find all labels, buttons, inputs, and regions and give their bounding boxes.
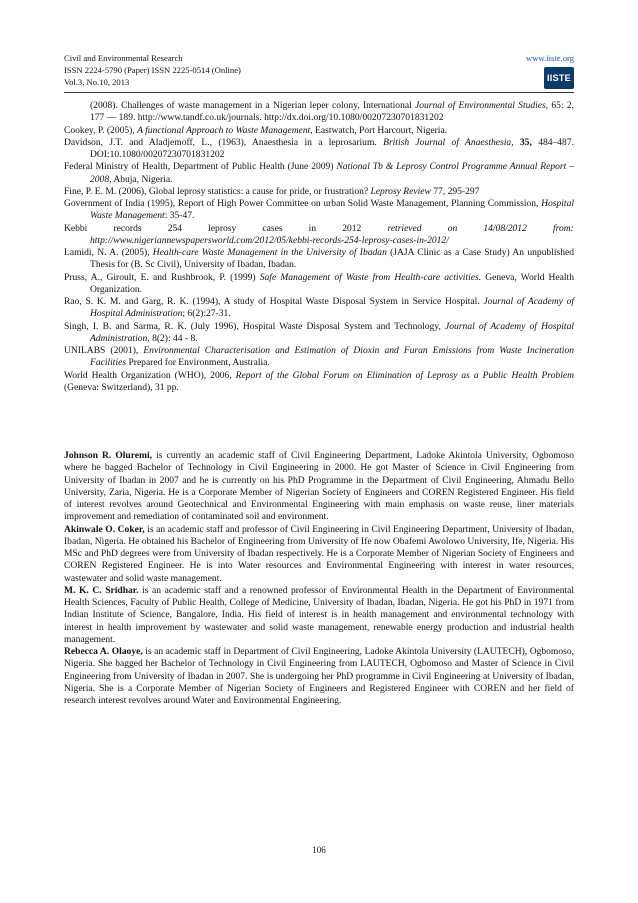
reference-item: UNILABS (2001), Environmental Characterisation and Estimation of Dioxin and Furan Emissions from Waste Incineration Facilities Prepared for Environment, Australia. [64, 345, 574, 369]
journal-name: Civil and Environmental Research [64, 53, 183, 63]
page-header [64, 53, 574, 88]
header-divider [64, 92, 574, 93]
reference-item: Singh, I. B. and Sarma, R. K. (July 1996), Hospital Waste Disposal System and Technology, Journal of Academy of Hospital Administration, 8(2): 44 - 8. [64, 320, 574, 344]
journal-volume: Vol.3, No.10, 2013 [64, 76, 130, 87]
reference-item: Rao, S. K. M. and Garg, R. K. (1994), A study of Hospital Waste Disposal System in Service Hospital. Journal of Academy of Hospital Administration; 6(2):27-31. [64, 296, 574, 320]
reference-item: Federal Ministry of Health, Department of Public Health (June 2009) National Tb & Leprosy Control Programme Annual Report – 2008, Abuja, Nigeria. [64, 161, 574, 185]
reference-item: Cookey, P. (2005), A functional Approach to Waste Management, Eastwatch, Port Harcourt, Nigeria. [64, 124, 448, 136]
reference-url-link[interactable]: http://www.nigeriannewspapersworld.com/2012/05/kebbi-records-254-leprosy-cases-in-2012/ [90, 234, 449, 246]
reference-item: Government of India (1995), Report of High Power Committee on urban Solid Waste Management, Planning Commission, Hospital Waste Management: 35-47. [64, 198, 574, 222]
references-list [64, 100, 574, 394]
reference-item: (2008). Challenges of waste management in a Nigerian leper colony, International Journal of Environmental Studies, 65: 2, 177 — 189. http://www.tandf.co.uk/journals. http://dx.doi.org/10.1080/00207230701831202 [90, 100, 574, 124]
journal-issn: ISSN 2224-5790 (Paper) ISSN 2225-0514 (Online) [64, 64, 241, 75]
bio-oluremi: Johnson R. Oluremi, is currently an academic staff of Civil Engineering Department, Ladoke Akintola University, Ogbomoso where he bagged Bachelor of Technology in Civil Engineering in 2000. He got Master of Science in Civil Engineering from University of Ibadan in 2007 and he is currently on his PhD Programme in the Department of Civil Engineering, Ahmadu Bello University, Zaria, Nigeria. He is a Corporate Member of Nigerian Society of Engineers and COREN Registered Engineer. His field of interest revolves around Geotechnical and Environmental Engineering with main emphasis on waste reuse, liner materials improvement and remediation of contaminated soil and environment. [64, 450, 574, 523]
reference-item: Pruss, A., Giroult, E. and Rushbrook, P. (1999) Safe Management of Waste from Health-care activities. Geneva, World Health Organization. [64, 271, 574, 295]
reference-item: Fine, P. E. M. (2006), Global leprosy statistics: a cause for pride, or frustration? Leprosy Review 77, 295-297 [64, 185, 480, 197]
reference-item: Lamidi, N. A. (2005), Health-care Waste Management in the University of Ibadan (JAJA Clinic as a Case Study) An unpublished Thesis for (B. Sc Civil), University of Ibadan, Ibadan. [64, 247, 574, 271]
iiste-logo: IISTE [544, 67, 574, 89]
bio-coker: Akinwale O. Coker, is an academic staff and professor of Civil Engineering in Civil Engineering Department, University of Ibadan, Ibadan, Nigeria. He obtained his Bachelor of Engineering from University of Ife now Obafemi Awolowo University, Ife, Nigeria. His MSc and PhD degrees were from University of Ibadan respectively. He is a Corporate Member of Nigerian Society of Engineers and COREN Registered Engineer. He is into Water resources and Environmental Engineering with interest in water resources, wastewater and solid waste management. [64, 523, 574, 584]
author-bios [64, 450, 574, 707]
reference-item: World Health Organization (WHO), 2006, Report of the Global Forum on Elimination of Leprosy as a Public Health Problem (Geneva: Switzerland), 31 pp. [64, 369, 574, 393]
bio-sridhar: M. K. C. Sridhar. is an academic staff and a renowned professor of Environmental Health in the Department of Environmental Health Sciences, Faculty of Public Health, College of Medicine, University of Ibadan, Ibadan, Nigeria. He got his PhD in 1971 from Indian Institute of Science, Bangalore, India. His field of interest is in health management and environmental technology with interest in health improvement by wastewater and solid waste management, renewable energy production and industrial health management. [64, 584, 575, 645]
page-number: 106 [312, 845, 326, 855]
reference-item: Davidson, J.T. and Aladjemoff, L., (1963), Anaesthesia in a leprosarium. British Journal of Anaesthesia, 35, 484–487. DOI:10.1080/00207230701831202 [64, 136, 574, 160]
bio-olaoye: Rebecca A. Olaoye, is an academic staff in Department of Civil Engineering, Ladoke Akintola University (LAUTECH), Ogbomoso, Nigeria. She bagged her Bachelor of Technology in Civil Engineering from LAUTECH, Ogbomoso and Master of Science in Civil Engineering from University of Ibadan in 2007. She is undergoing her PhD programme in Civil Engineering at University of Ibadan, Nigeria. She is a Corporate Member of Nigerian Society of Engineers and Registered Engineer with COREN and her field of research interest revolves around Water and Environmental Engineering. [64, 646, 574, 706]
reference-item: Kebbi records 254 leprosy cases in 2012 retrieved on 14/08/2012 from: [64, 222, 574, 234]
website-link[interactable]: www.iiste.org [526, 53, 574, 63]
